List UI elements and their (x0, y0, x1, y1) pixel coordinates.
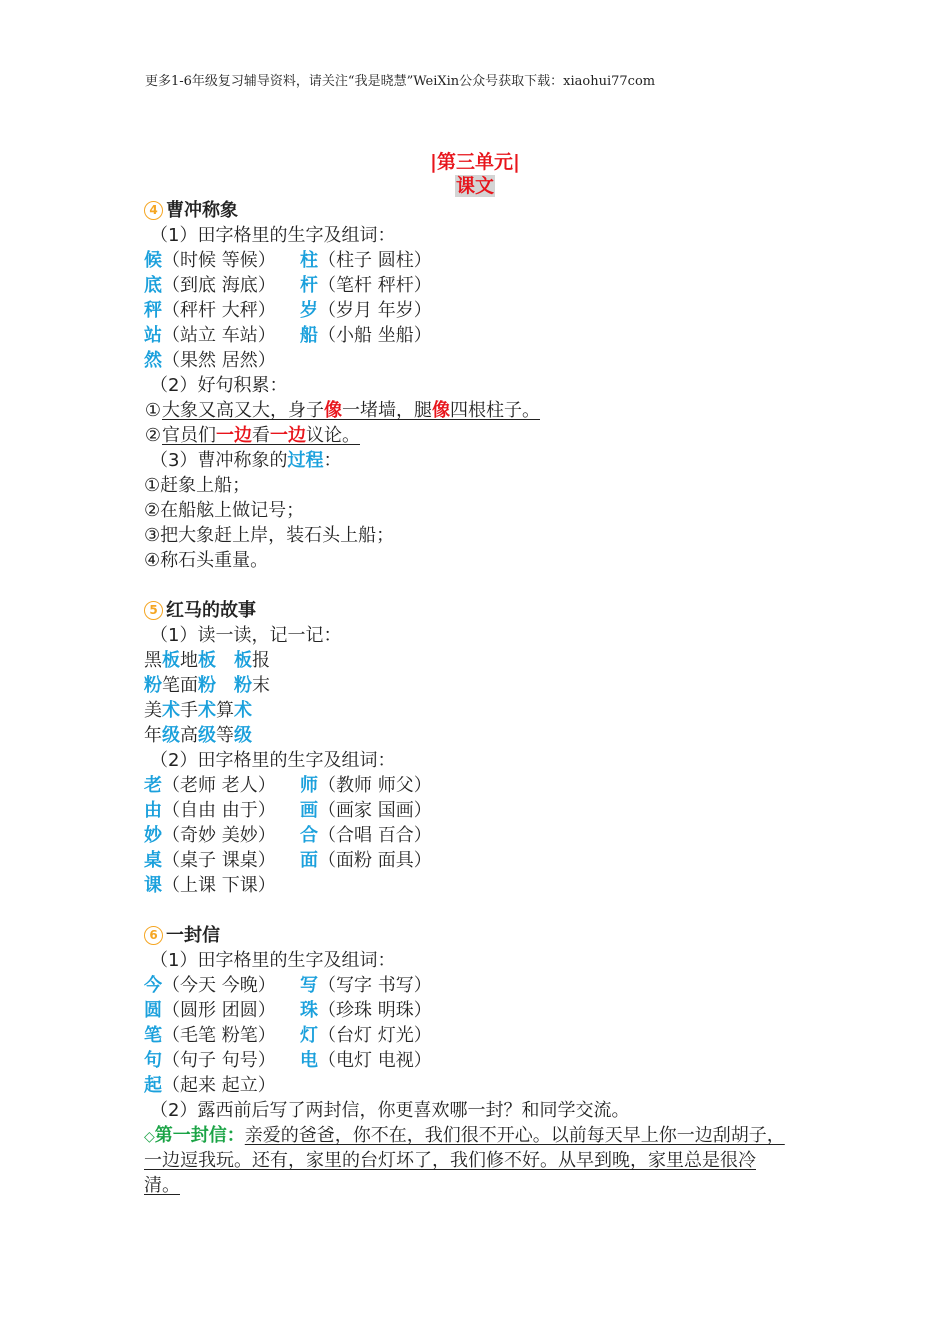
letter-line: ◇第一封信：亲爱的爸爸，你不在，我们很不开心。以前每天早上你一边刮胡子， (144, 1125, 785, 1146)
sentence-1: ①大象又高又大，身子像一堵墙，腿像四根柱子。 (144, 400, 540, 421)
word-row: 句（句子 句号） 电（电灯 电视） (144, 1050, 432, 1071)
word-row: 笔（毛笔 粉笔） 灯（台灯 灯光） (144, 1025, 432, 1046)
circled-number-icon: 4 (144, 201, 163, 220)
reading-row: 黑板地板 板报 (144, 650, 270, 671)
sentence-2: ②官员们一边看一边议论。 (144, 425, 360, 446)
unit-subtitle: 课文 (455, 175, 494, 197)
lesson-6-q2: （2）露西前后写了两封信，你更喜欢哪一封？和同学交流。 (150, 1100, 630, 1121)
lesson-4-q2: （2）好句积累： (150, 375, 288, 396)
word-row: 起（起来 起立） (144, 1075, 276, 1096)
unit-title: |第三单元| (430, 151, 520, 173)
word-row: 今（今天 今晚） 写（写字 书写） (144, 975, 432, 996)
process-step: ②在船舷上做记号； (144, 500, 305, 521)
lesson-5-q1: （1）读一读，记一记： (150, 625, 342, 646)
page-header-note: 更多1-6年级复习辅导资料，请关注“我是晓慧”WeiXin公众号获取下载：xiaohui77com (145, 74, 656, 89)
process-step: ①赶象上船； (144, 475, 251, 496)
unit-heading (0, 150, 950, 198)
process-step: ④称石头重量。 (144, 550, 269, 571)
reading-row: 粉笔面粉 粉末 (144, 675, 270, 696)
reading-row: 年级高级等级 (144, 725, 252, 746)
lesson-4-title: 4 曹冲称象 (144, 198, 844, 223)
lesson-6-title: 6 一封信 (144, 923, 844, 948)
process-step: ③把大象赶上岸，装石头上船； (144, 525, 395, 546)
reading-row: 美术手术算术 (144, 700, 252, 721)
diamond-bullet-icon: ◇ (144, 1129, 155, 1145)
lesson-5-q2: （2）田字格里的生字及组词： (150, 750, 396, 771)
letter-line: 清。 (144, 1175, 180, 1196)
lesson-4-q1: （1）田字格里的生字及组词： (150, 225, 396, 246)
word-row: 课（上课 下课） (144, 875, 276, 896)
word-row: 候（时候 等候） 柱（柱子 圆柱） (144, 250, 432, 271)
letter-line: 一边逗我玩。还有，家里的台灯坏了，我们修不好。从早到晚，家里总是很冷 (144, 1150, 756, 1171)
document-body (144, 198, 844, 1198)
circled-number-icon: 5 (144, 601, 163, 620)
lesson-5-title: 5 红马的故事 (144, 598, 844, 623)
word-row: 由（自由 由于） 画（画家 国画） (144, 800, 432, 821)
word-row: 桌（桌子 课桌） 面（面粉 面具） (144, 850, 432, 871)
circled-number-icon: 6 (144, 926, 163, 945)
word-row: 秤（秤杆 大秤） 岁（岁月 年岁） (144, 300, 432, 321)
word-row: 老（老师 老人） 师（教师 师父） (144, 775, 432, 796)
word-row: 然（果然 居然） (144, 350, 276, 371)
word-row: 底（到底 海底） 杆（笔杆 秤杆） (144, 275, 432, 296)
word-row: 圆（圆形 团圆） 珠（珍珠 明珠） (144, 1000, 432, 1021)
word-row: 站（站立 车站） 船（小船 坐船） (144, 325, 432, 346)
word-row: 妙（奇妙 美妙） 合（合唱 百合） (144, 825, 432, 846)
lesson-6-q1: （1）田字格里的生字及组词： (150, 950, 396, 971)
lesson-4-q3: （3）曹冲称象的过程： (150, 450, 342, 471)
